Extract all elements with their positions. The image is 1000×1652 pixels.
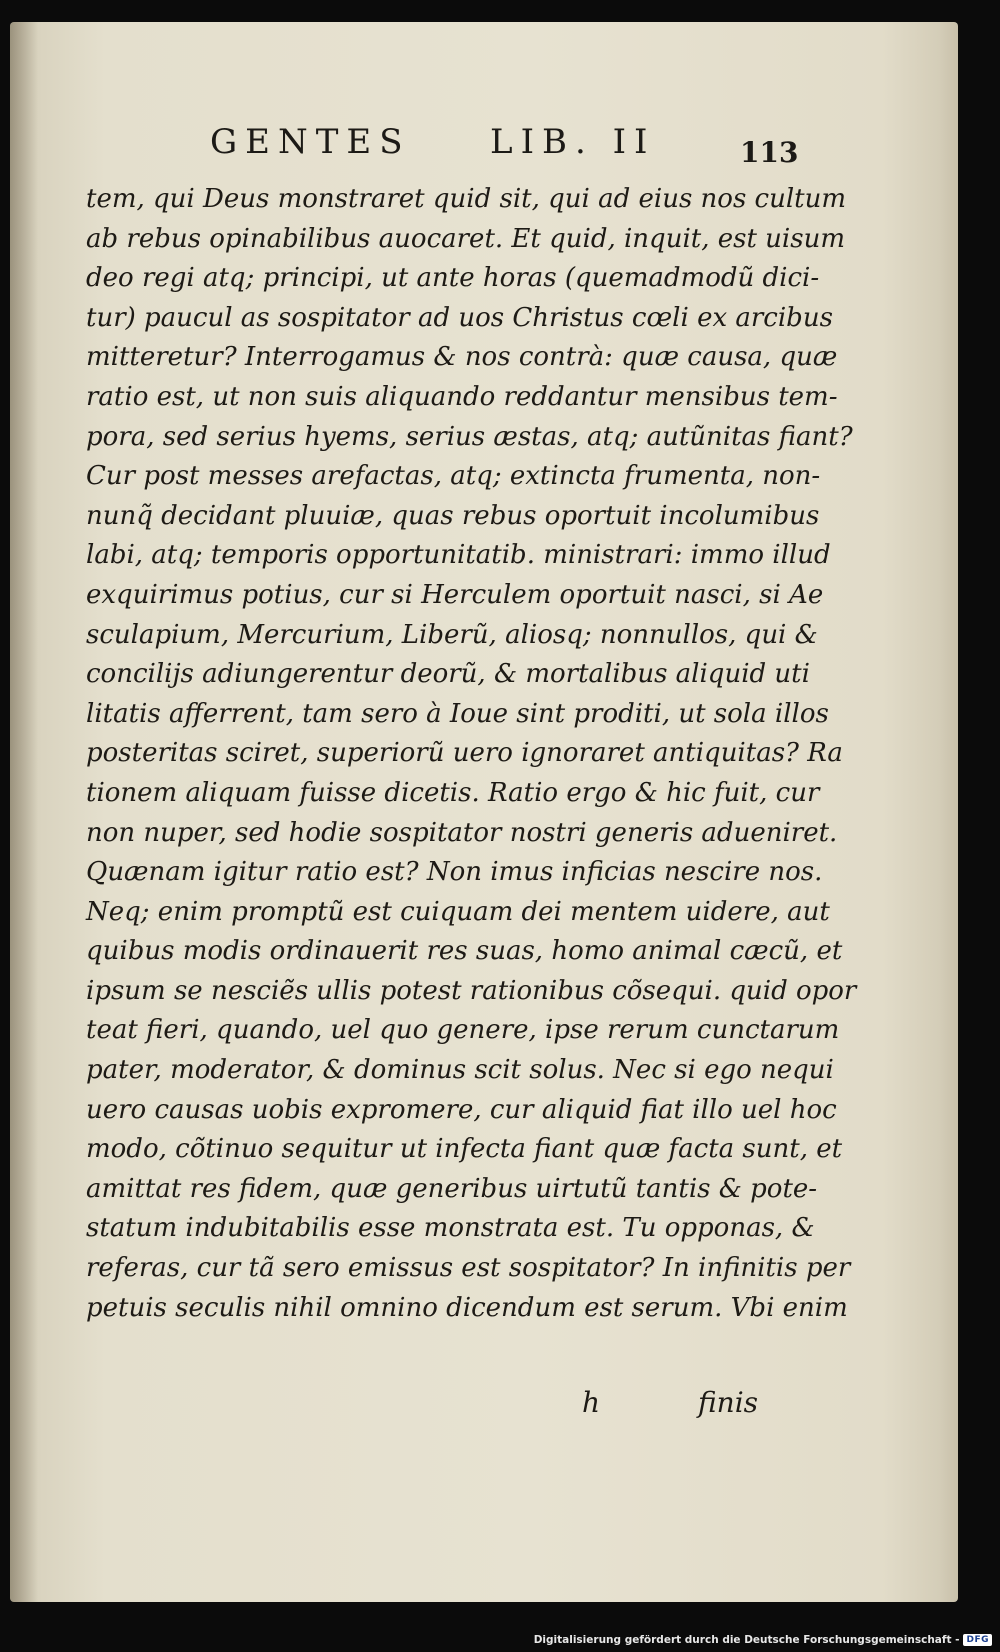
text-line: ratio est, ut non suis aliquando reddantur mensibus tem-: [86, 381, 838, 412]
signature-mark: h: [582, 1386, 601, 1419]
text-line: tur) paucul as sospitator ad uos Christus cœli ex arcibus: [86, 302, 833, 333]
gutter-shadow: [10, 22, 38, 1602]
text-line: deo regi atq; principi, ut ante horas (quemadmodũ dici-: [86, 263, 820, 294]
text-line: uero causas uobis expromere, cur aliquid fiat illo uel hoc: [86, 1094, 837, 1125]
text-line: concilijs adiungerentur deorũ, & mortalibus aliquid uti: [86, 659, 810, 690]
text-line: mitteretur? Interrogamus & nos contrà: quæ causa, quæ: [86, 342, 838, 373]
text-line: referas, cur tã sero emissus est sospitator? In infinitis per: [86, 1253, 851, 1284]
credit-text: Digitalisierung gefördert durch die Deutsche Forschungsgemeinschaft -: [533, 1634, 960, 1646]
text-line: exquirimus potius, cur si Herculem oportuit nasci, si Ae: [86, 579, 824, 610]
text-line: Quænam igitur ratio est? Non imus inficias nescire nos.: [86, 857, 823, 888]
text-line: tionem aliquam fuisse dicetis. Ratio ergo & hic fuit, cur: [86, 777, 820, 808]
text-line: modo, cõtinuo sequitur ut infecta fiant quæ facta sunt, et: [86, 1134, 843, 1165]
catchword: finis: [698, 1386, 759, 1419]
text-line: nunq̃ decidant pluuiæ, quas rebus oportuit incolumibus: [86, 500, 820, 531]
text-line: pora, sed serius hyems, serius æstas, atq; autũnitas fiant?: [86, 421, 853, 452]
running-head-title: GENTES: [210, 122, 411, 162]
text-line: sculapium, Mercurium, Liberũ, aliosq; nonnullos, qui &: [86, 619, 818, 650]
text-line: Cur post messes arefactas, atq; extincta frumenta, non-: [86, 461, 821, 492]
text-line: teat fieri, quando, uel quo genere, ipse rerum cunctarum: [86, 1015, 840, 1046]
text-line: amittat res fidem, quæ generibus uirtutũ tantis & pote-: [86, 1173, 818, 1204]
text-line: statum indubitabilis esse monstrata est. Tu opponas, &: [86, 1213, 815, 1244]
text-line: non nuper, sed hodie sospitator nostri generis adueniret.: [86, 817, 838, 848]
text-line: Neq; enim promptũ est cuiquam dei mentem uidere, aut: [86, 896, 830, 927]
text-line: posteritas sciret, superiorũ uero ignoraret antiquitas? Ra: [86, 738, 843, 769]
text-line: pater, moderator, & dominus scit solus. Nec si ego nequi: [86, 1055, 834, 1086]
text-line: tem, qui Deus monstraret quid sit, qui ad eius nos cultum: [86, 184, 847, 214]
page-number: 113: [740, 136, 799, 169]
text-line: ab rebus opinabilibus auocaret. Et quid, inquit, est uisum: [86, 223, 845, 254]
text-line: quibus modis ordinauerit res suas, homo animal cæcũ, et: [86, 936, 843, 967]
running-head-book: LIB. II: [490, 122, 656, 162]
running-head: [210, 122, 780, 168]
digitization-credit: [534, 1632, 992, 1648]
text-line: ipsum se nesciẽs ullis potest rationibus cõsequi. quid opor: [86, 975, 857, 1006]
text-line: litatis afferrent, tam sero à Ioue sint proditi, ut sola illos: [86, 698, 829, 729]
dfg-logo: DFG: [963, 1634, 992, 1646]
book-page: [10, 22, 958, 1602]
body-text: [86, 180, 857, 1328]
text-line: labi, atq; temporis opportunitatib. ministrari: immo illud: [86, 540, 831, 571]
text-line: petuis seculis nihil omnino dicendum est serum. Vbi enim: [86, 1292, 848, 1323]
